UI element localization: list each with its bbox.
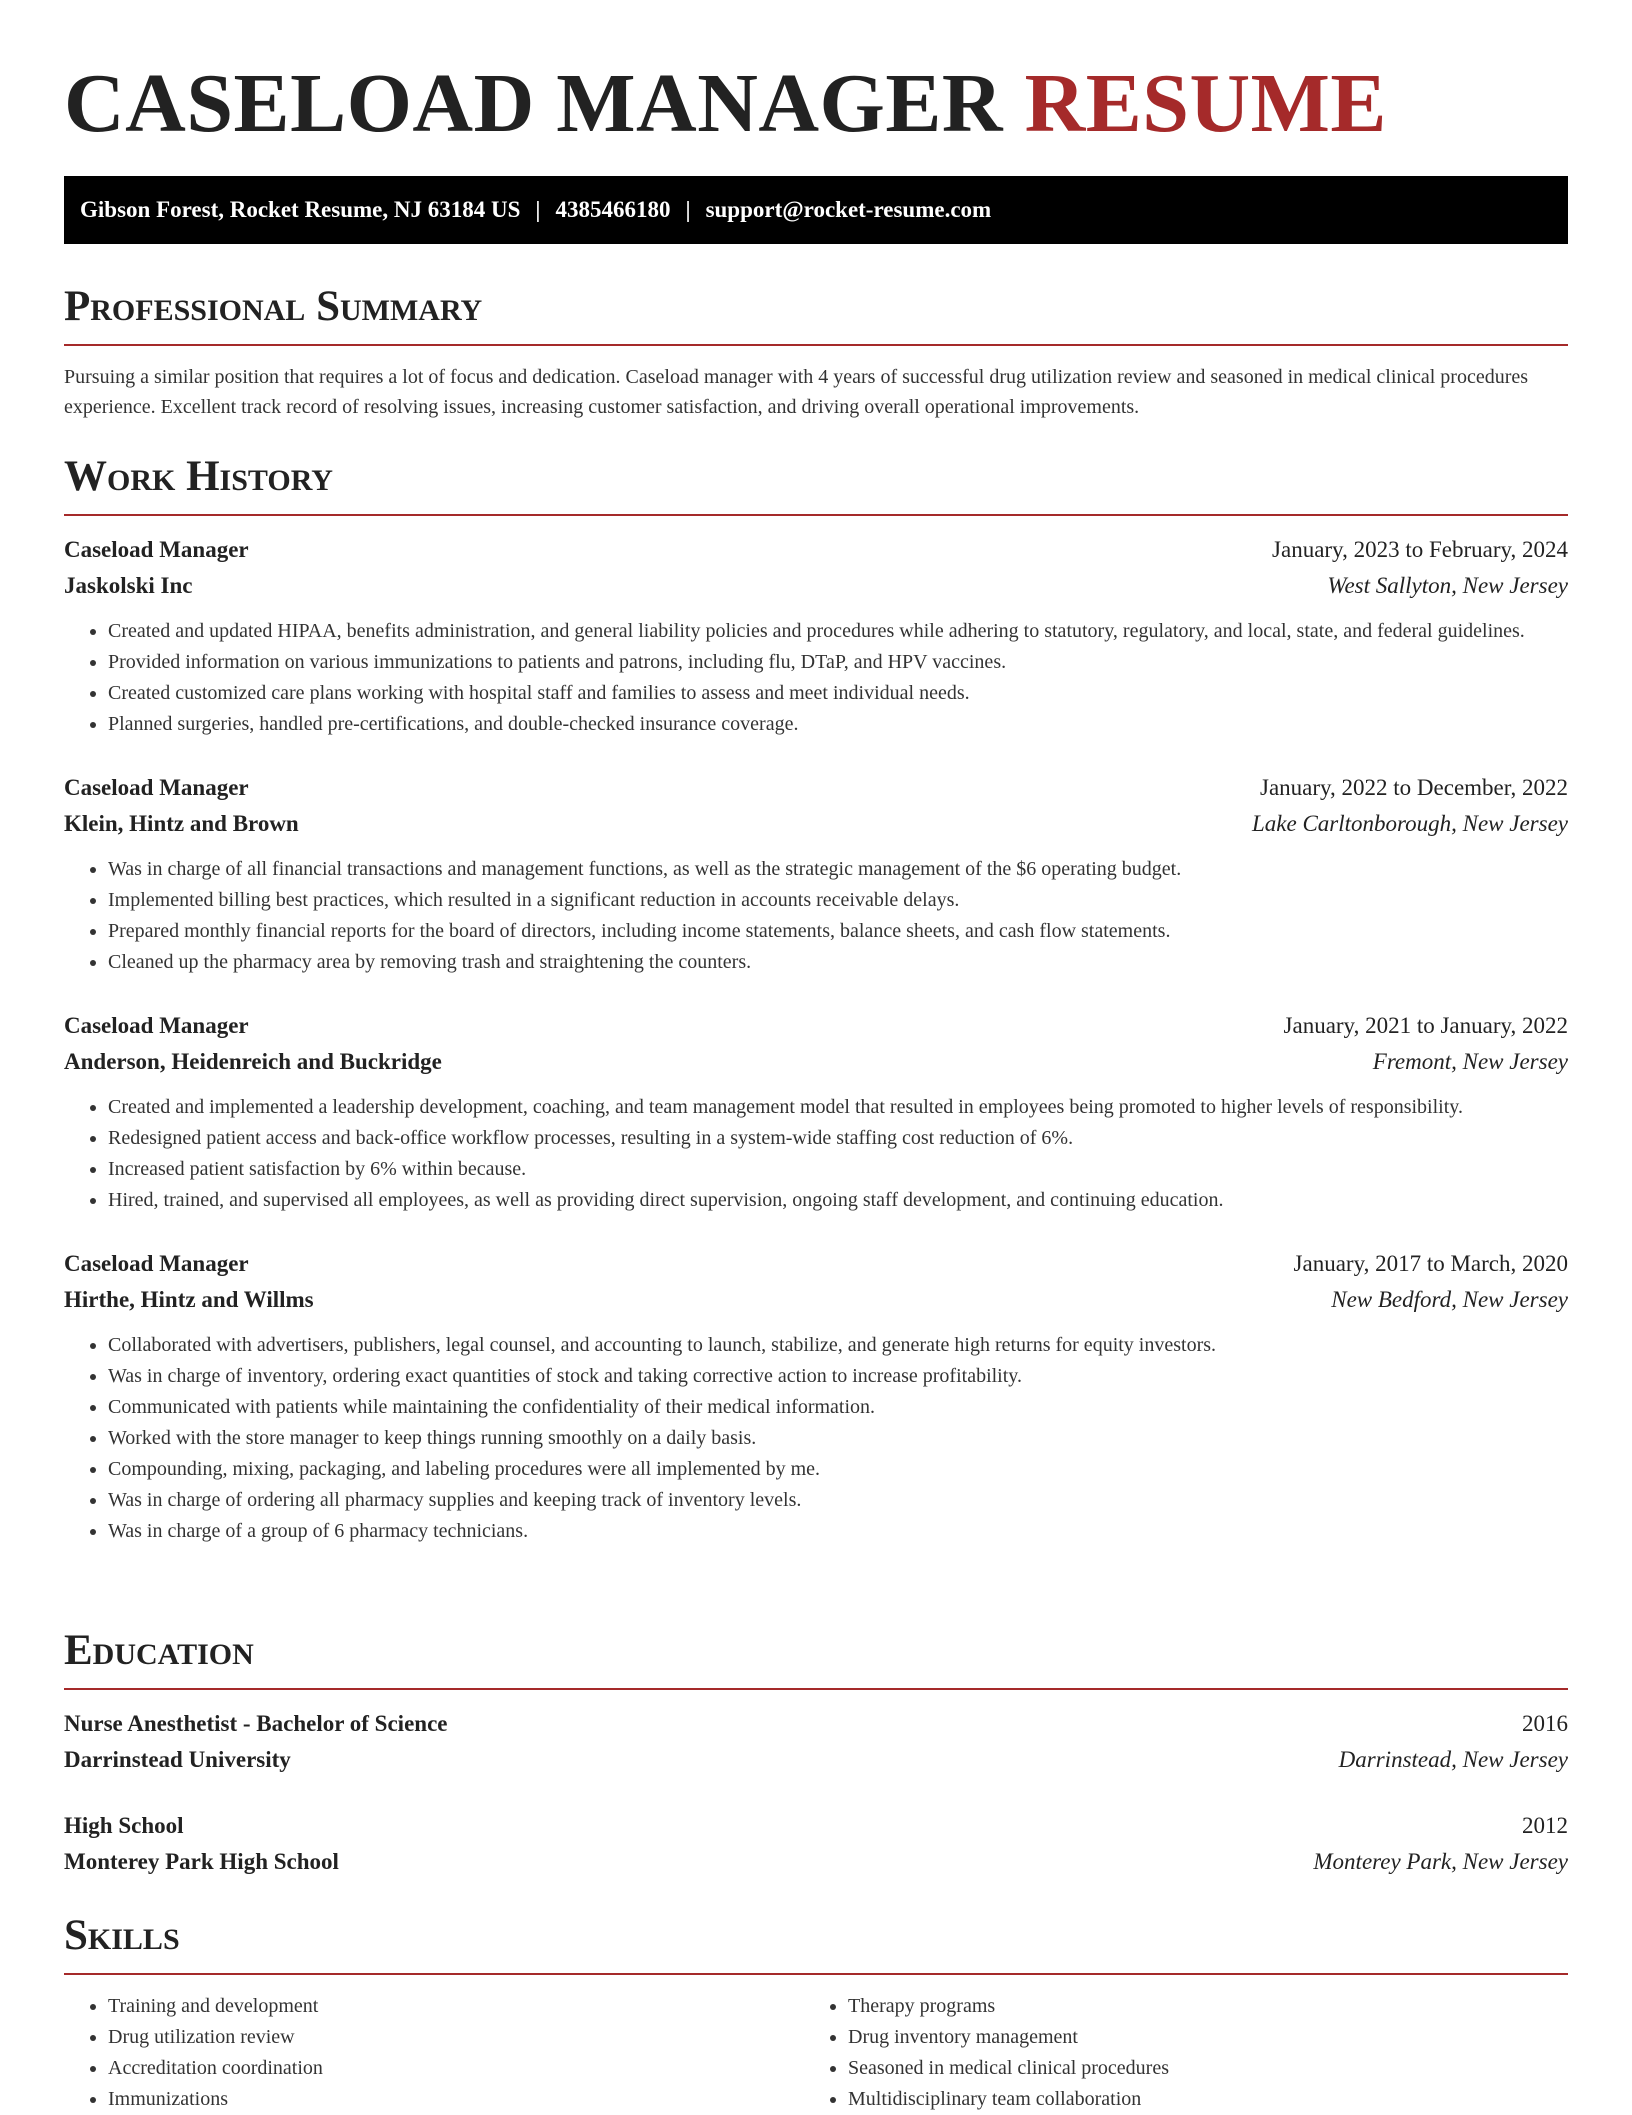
education-year: 2012 — [1522, 1813, 1568, 1838]
page-title — [64, 58, 1387, 150]
contact-email[interactable]: support@rocket-resume.com — [705, 197, 992, 222]
skill-item: • Accreditation coordination — [108, 2053, 804, 2084]
job-bullet: • Cleaned up the pharmacy area by removing trash and straightening the counters. — [108, 947, 1568, 978]
job-dates: January, 2022 to December, 2022 — [1260, 775, 1568, 800]
job-bullet: • Prepared monthly financial reports for the board of directors, including income statements, balance sheets, and cash flow statements. — [108, 916, 1568, 947]
contact-separator: | — [535, 197, 541, 222]
skills-grid — [64, 1991, 1568, 2115]
skills-column-right — [804, 1991, 1544, 2115]
work-history-section — [64, 452, 1568, 1547]
job-bullets — [64, 854, 1568, 978]
job-bullet: • Was in charge of inventory, ordering exact quantities of stock and taking corrective action to increase profitability. — [108, 1361, 1568, 1392]
education-school-row — [64, 1844, 1568, 1880]
section-heading-education: Education — [64, 1626, 1568, 1690]
job-bullet: • Worked with the store manager to keep things running smoothly on a daily basis. — [108, 1423, 1568, 1454]
job-company-row — [64, 1282, 1568, 1318]
skill-item: • Drug utilization review — [108, 2022, 804, 2053]
job-company-row — [64, 568, 1568, 604]
job-bullet: • Planned surgeries, handled pre-certifications, and double-checked insurance coverage. — [108, 709, 1568, 740]
skill-item: • Therapy programs — [848, 1991, 1544, 2022]
skill-item: • Seasoned in medical clinical procedures — [848, 2053, 1544, 2084]
summary-text: Pursuing a similar position that requires a lot of focus and dedication. Caseload manager with 4 years of successful drug utilization review and seasoned in medical clinical procedures experience. Excellent track record of resolving issues, increasing customer satisfaction, and driving overall operational improvements. — [64, 366, 1529, 418]
job-bullet: • Created and implemented a leadership development, coaching, and team management model that resulted in employees being promoted to higher levels of responsibility. — [108, 1092, 1568, 1123]
job-bullet: • Redesigned patient access and back-office workflow processes, resulting in a system-wide staffing cost reduction of 6%. — [108, 1123, 1568, 1154]
job-location: West Sallyton, New Jersey — [1327, 573, 1568, 598]
education-degree: High School — [64, 1813, 184, 1838]
job-bullet: • Collaborated with advertisers, publishers, legal counsel, and accounting to launch, stabilize, and generate high returns for equity investors. — [108, 1330, 1568, 1361]
education-location: Monterey Park, New Jersey — [1313, 1849, 1568, 1874]
section-heading-skills: Skills — [64, 1911, 1568, 1975]
job-entry — [64, 770, 1568, 978]
job-company: Klein, Hintz and Brown — [64, 811, 299, 836]
job-bullet: • Implemented billing best practices, which resulted in a significant reduction in accounts receivable delays. — [108, 885, 1568, 916]
job-company: Anderson, Heidenreich and Buckridge — [64, 1049, 442, 1074]
education-degree-row — [64, 1808, 1568, 1844]
job-title-row — [64, 1246, 1568, 1282]
education-degree: Nurse Anesthetist - Bachelor of Science — [64, 1711, 448, 1736]
job-bullets — [64, 616, 1568, 740]
job-dates: January, 2017 to March, 2020 — [1293, 1251, 1568, 1276]
education-section — [64, 1626, 1568, 1880]
job-company-row — [64, 1044, 1568, 1080]
title-main: CASELOAD MANAGER — [64, 57, 1004, 150]
job-bullet: • Created customized care plans working with hospital staff and families to assess and meet individual needs. — [108, 678, 1568, 709]
job-bullet: • Communicated with patients while maintaining the confidentiality of their medical information. — [108, 1392, 1568, 1423]
job-bullets — [64, 1330, 1568, 1547]
education-entry — [64, 1706, 1568, 1778]
job-company: Jaskolski Inc — [64, 573, 193, 598]
job-company-row — [64, 806, 1568, 842]
title-accent: RESUME — [1024, 57, 1387, 150]
job-dates: January, 2021 to January, 2022 — [1283, 1013, 1568, 1038]
job-entry — [64, 532, 1568, 740]
skill-item: • Immunizations — [108, 2084, 804, 2115]
job-title-row — [64, 532, 1568, 568]
job-bullet: • Created and updated HIPAA, benefits administration, and general liability policies and procedures while adhering to statutory, regulatory, and local, state, and federal guidelines. — [108, 616, 1568, 647]
job-bullet: • Was in charge of ordering all pharmacy supplies and keeping track of inventory levels. — [108, 1485, 1568, 1516]
skill-item: • Training and development — [108, 1991, 804, 2022]
job-bullet: • Compounding, mixing, packaging, and labeling procedures were all implemented by me. — [108, 1454, 1568, 1485]
job-bullet: • Increased patient satisfaction by 6% within because. — [108, 1154, 1568, 1185]
job-bullets — [64, 1092, 1568, 1216]
job-bullet: • Was in charge of a group of 6 pharmacy technicians. — [108, 1516, 1568, 1547]
skills-column-left — [64, 1991, 804, 2115]
job-title-row — [64, 1008, 1568, 1044]
skill-item: • Drug inventory management — [848, 2022, 1544, 2053]
education-location: Darrinstead, New Jersey — [1338, 1747, 1568, 1772]
job-entry — [64, 1246, 1568, 1547]
contact-bar — [64, 176, 1568, 244]
education-school: Monterey Park High School — [64, 1849, 339, 1874]
job-location: Fremont, New Jersey — [1372, 1049, 1568, 1074]
job-dates: January, 2023 to February, 2024 — [1272, 537, 1568, 562]
contact-phone[interactable]: 4385466180 — [555, 197, 671, 222]
education-entry — [64, 1808, 1568, 1880]
summary-section — [64, 282, 1568, 422]
job-title: Caseload Manager — [64, 537, 249, 562]
job-location: Lake Carltonborough, New Jersey — [1251, 811, 1568, 836]
contact-separator: | — [685, 197, 691, 222]
contact-address: Gibson Forest, Rocket Resume, NJ 63184 US — [80, 197, 521, 222]
job-bullet: • Hired, trained, and supervised all employees, as well as providing direct supervision, ongoing staff development, and continuing education. — [108, 1185, 1568, 1216]
job-title: Caseload Manager — [64, 1251, 249, 1276]
job-title-row — [64, 770, 1568, 806]
job-location: New Bedford, New Jersey — [1331, 1287, 1568, 1312]
job-bullet: • Was in charge of all financial transactions and management functions, as well as the strategic management of the $6 operating budget. — [108, 854, 1568, 885]
section-heading-work-history: Work History — [64, 452, 1568, 516]
education-degree-row — [64, 1706, 1568, 1742]
job-title: Caseload Manager — [64, 1013, 249, 1038]
education-school-row — [64, 1742, 1568, 1778]
education-school: Darrinstead University — [64, 1747, 291, 1772]
skill-item: • Multidisciplinary team collaboration — [848, 2084, 1544, 2115]
section-heading-summary: Professional Summary — [64, 282, 1568, 346]
education-year: 2016 — [1522, 1711, 1568, 1736]
job-title: Caseload Manager — [64, 775, 249, 800]
job-bullet: • Provided information on various immunizations to patients and patrons, including flu, DTaP, and HPV vaccines. — [108, 647, 1568, 678]
job-entry — [64, 1008, 1568, 1216]
job-company: Hirthe, Hintz and Willms — [64, 1287, 314, 1312]
skills-section — [64, 1911, 1568, 2115]
